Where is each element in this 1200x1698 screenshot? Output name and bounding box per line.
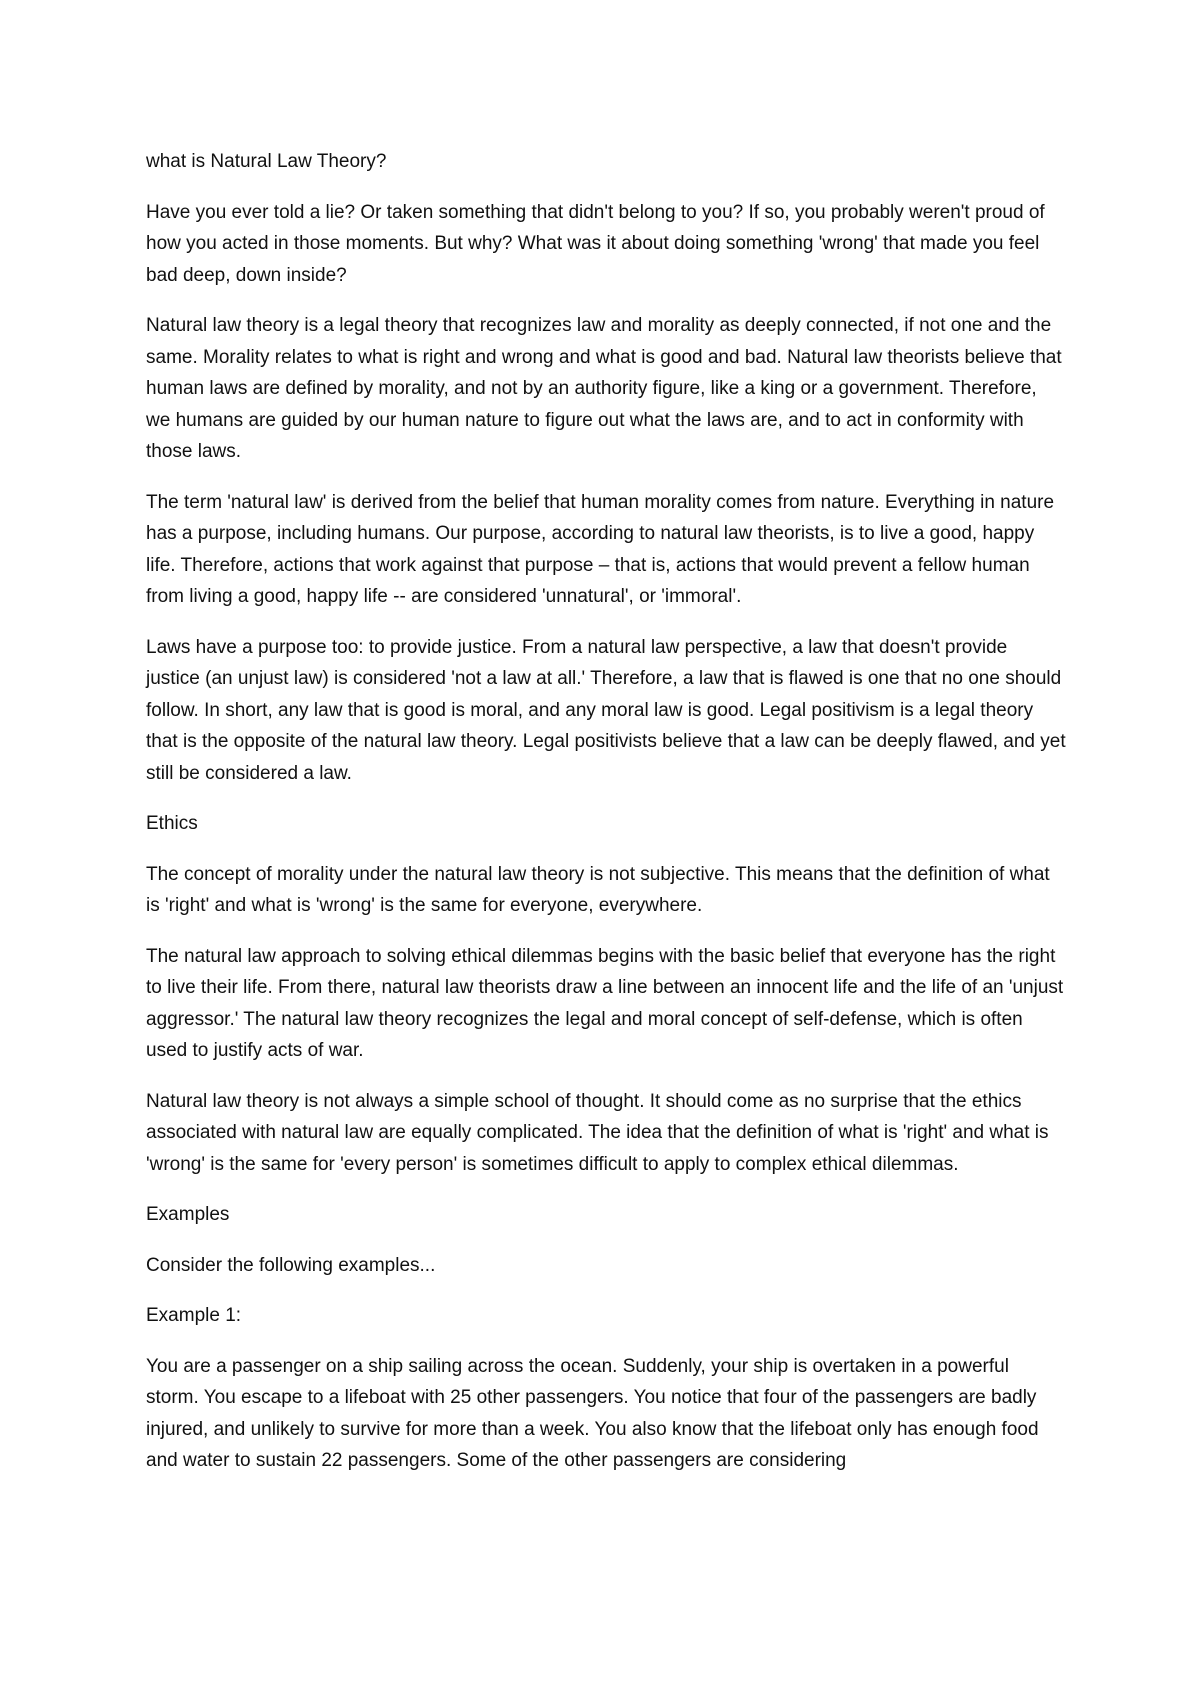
example-1-heading: Example 1: bbox=[146, 1305, 242, 1326]
section-heading-ethics: Ethics bbox=[146, 813, 198, 834]
paragraph-definition: Natural law theory is a legal theory that recognizes law and morality as deeply connected, if not one and the same. Morality relates to what is right and wrong and what is good and bad. Natural law theorists believe that human laws are defined by morality, and not by an authority figure, like a king or a government. Therefore, we humans are guided by our human nature to figure out what the laws are, and to act in conformity with those laws. bbox=[146, 315, 1062, 462]
section-heading-examples: Examples bbox=[146, 1204, 230, 1225]
paragraph-laws-purpose: Laws have a purpose too: to provide justice. From a natural law perspective, a law that doesn't provide justice (an unjust law) is considered 'not a law at all.' Therefore, a law that is flawed is one that no one should follow. In short, any law that is good is moral, and any moral law is good. Legal positivism is a legal theory that is the opposite of the natural law theory. Legal positivists believe that a law can be deeply flawed, and yet still be considered a law. bbox=[146, 636, 1066, 784]
paragraph-ethics-2: The natural law approach to solving ethical dilemmas begins with the basic belief that everyone has the right to live their life. From there, natural law theorists draw a line between an innocent life and the life of an 'unjust aggressor.' The natural law theory recognizes the legal and moral concept of self-defense, which is often used to justify acts of war. bbox=[146, 945, 1064, 1061]
examples-intro: Consider the following examples... bbox=[146, 1254, 436, 1276]
example-1-text: You are a passenger on a ship sailing across the ocean. Suddenly, your ship is overtaken in a powerful storm. You escape to a lifeboat with 25 other passengers. You notice that four of the passengers are badly injured, and unlikely to survive for more than a week. You also know that the lifeboat only has enough food and water to sustain 22 passengers. Some of the other passengers are considering bbox=[146, 1355, 1039, 1471]
document-title: what is Natural Law Theory? bbox=[146, 151, 387, 172]
paragraph-ethics-1: The concept of morality under the natural law theory is not subjective. This means that the definition of what is 'right' and what is 'wrong' is the same for everyone, everywhere. bbox=[146, 863, 1050, 916]
paragraph-intro: Have you ever told a lie? Or taken something that didn't belong to you? If so, you probably weren't proud of how you acted in those moments. But why? What was it about doing something 'wrong' that made you feel bad deep, down inside? bbox=[146, 201, 1045, 286]
document-body bbox=[146, 146, 1066, 1496]
paragraph-ethics-3: Natural law theory is not always a simple school of thought. It should come as no surprise that the ethics associated with natural law are equally complicated. The idea that the definition of what is 'right' and what is 'wrong' is the same for 'every person' is sometimes difficult to apply to complex ethical dilemmas. bbox=[146, 1090, 1049, 1175]
paragraph-term-origin: The term 'natural law' is derived from the belief that human morality comes from nature. Everything in nature has a purpose, including humans. Our purpose, according to natural law theorists, is to live a good, happy life. Therefore, actions that work against that purpose – that is, actions that would prevent a fellow human from living a good, happy life -- are considered 'unnatural', or 'immoral'. bbox=[146, 491, 1055, 607]
